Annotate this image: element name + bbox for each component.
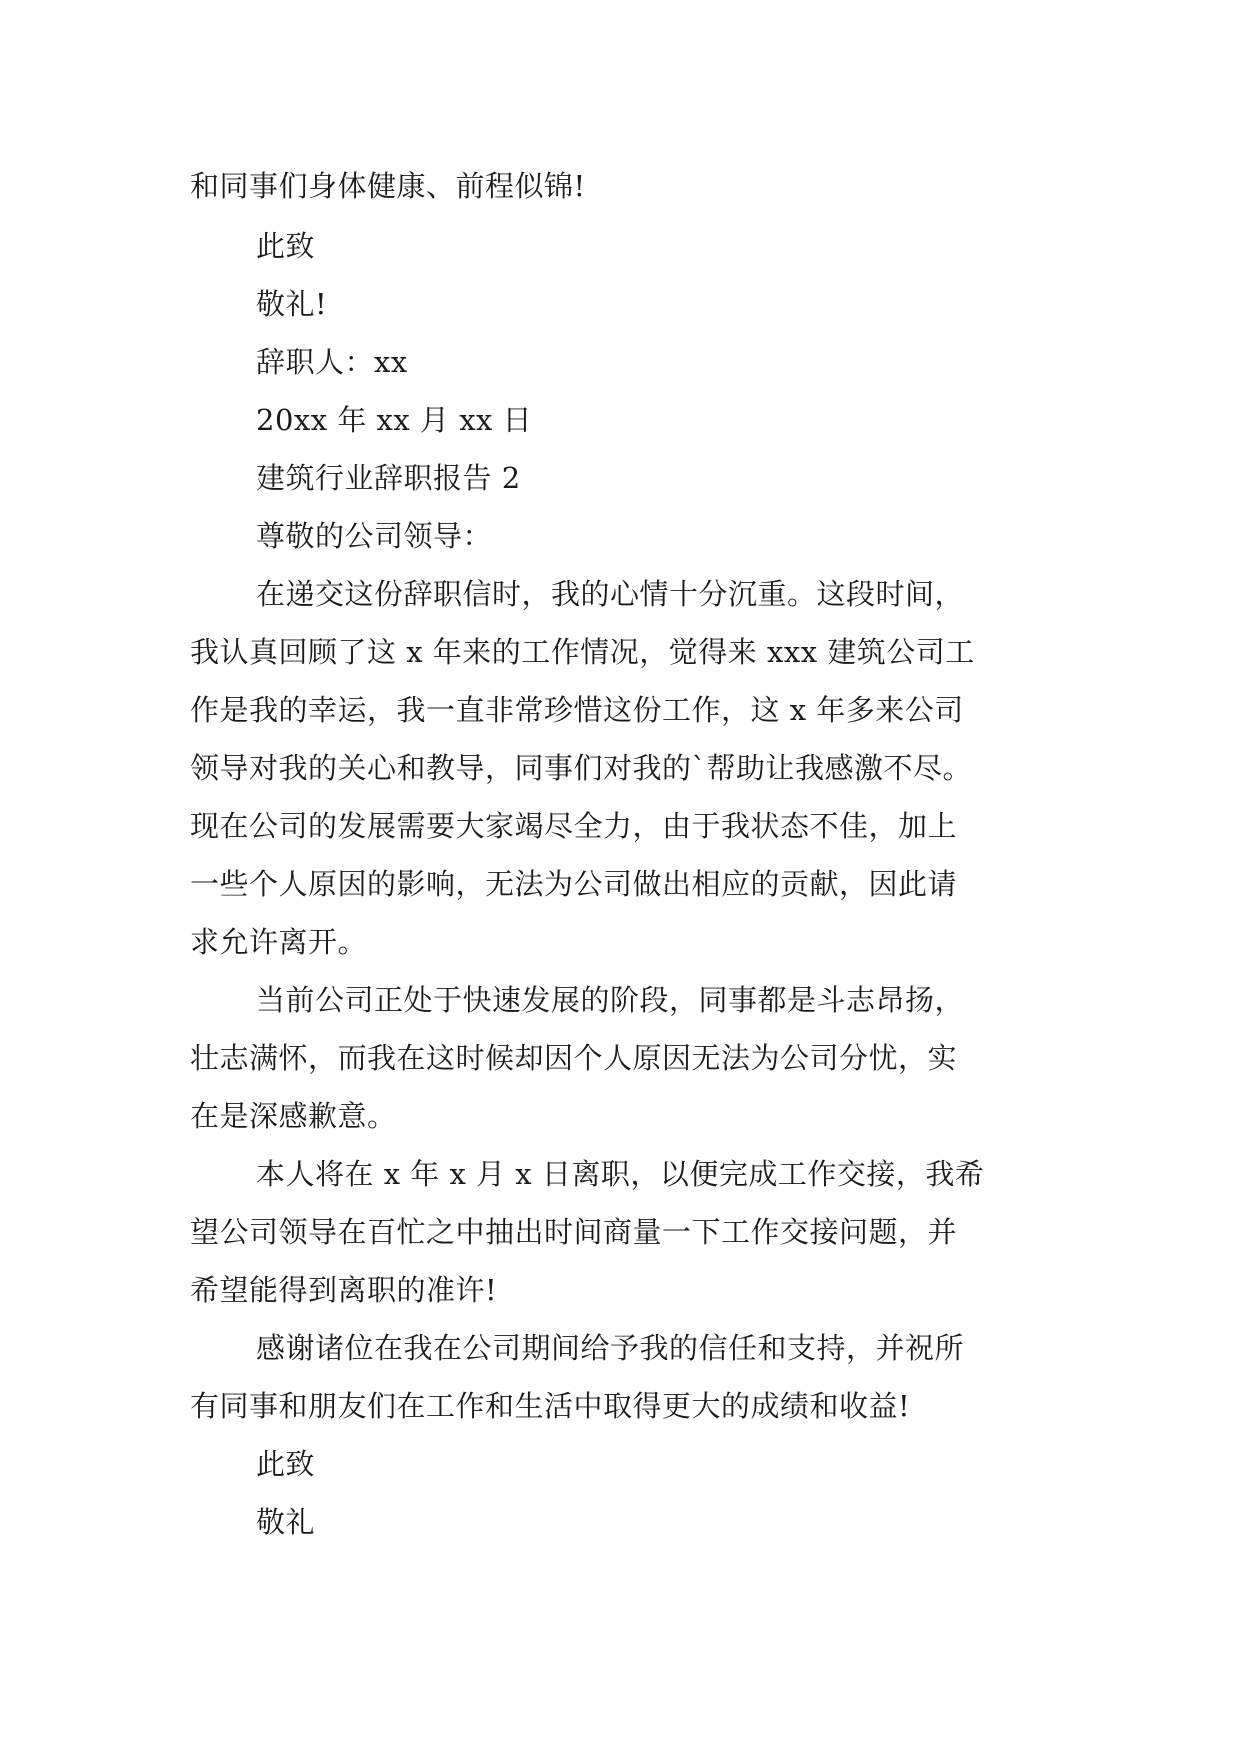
paragraph-line: 希望能得到离职的准许! bbox=[190, 1273, 498, 1307]
paragraph-line: 我认真回顾了这 x 年来的工作情况，觉得来 xxx 建筑公司工 bbox=[190, 635, 975, 669]
signature-date: 20xx 年 xx 月 xx 日 bbox=[256, 403, 533, 437]
paragraph-line: 当前公司正处于快速发展的阶段，同事都是斗志昂扬， bbox=[256, 983, 965, 1017]
paragraph-line: 望公司领导在百忙之中抽出时间商量一下工作交接问题，并 bbox=[190, 1215, 958, 1249]
salutation-jingli: 敬礼 bbox=[256, 1505, 316, 1539]
paragraph-line: 一些个人原因的影响，无法为公司做出相应的贡献，因此请 bbox=[190, 867, 958, 901]
paragraph-line: 作是我的幸运，我一直非常珍惜这份工作，这 x 年多来公司 bbox=[190, 693, 964, 727]
paragraph-line: 求允许离开。 bbox=[190, 925, 368, 959]
paragraph-line: 在是深感歉意。 bbox=[190, 1099, 397, 1133]
salutation-cizhi: 此致 bbox=[256, 229, 316, 263]
paragraph-line: 领导对我的关心和教导，同事们对我的`帮助让我感激不尽。 bbox=[190, 751, 973, 785]
paragraph-line: 感谢诸位在我在公司期间给予我的信任和支持，并祝所 bbox=[256, 1331, 965, 1365]
paragraph-line: 在递交这份辞职信时，我的心情十分沉重。这段时间， bbox=[256, 577, 965, 611]
signature-name: 辞职人：xx bbox=[256, 345, 408, 379]
paragraph-line: 有同事和朋友们在工作和生活中取得更大的成绩和收益! bbox=[190, 1389, 911, 1423]
paragraph-line: 壮志满怀，而我在这时候却因个人原因无法为公司分忧，实 bbox=[190, 1041, 958, 1075]
paragraph-line: 本人将在 x 年 x 月 x 日离职，以便完成工作交接，我希 bbox=[256, 1157, 985, 1191]
salutation-jingli: 敬礼! bbox=[256, 287, 328, 321]
section-title: 建筑行业辞职报告 2 bbox=[256, 461, 521, 495]
paragraph-line: 现在公司的发展需要大家竭尽全力，由于我状态不佳，加上 bbox=[190, 809, 958, 843]
closing-wish-line: 和同事们身体健康、前程似锦! bbox=[190, 169, 586, 203]
greeting: 尊敬的公司领导： bbox=[256, 519, 493, 553]
salutation-cizhi: 此致 bbox=[256, 1447, 316, 1481]
